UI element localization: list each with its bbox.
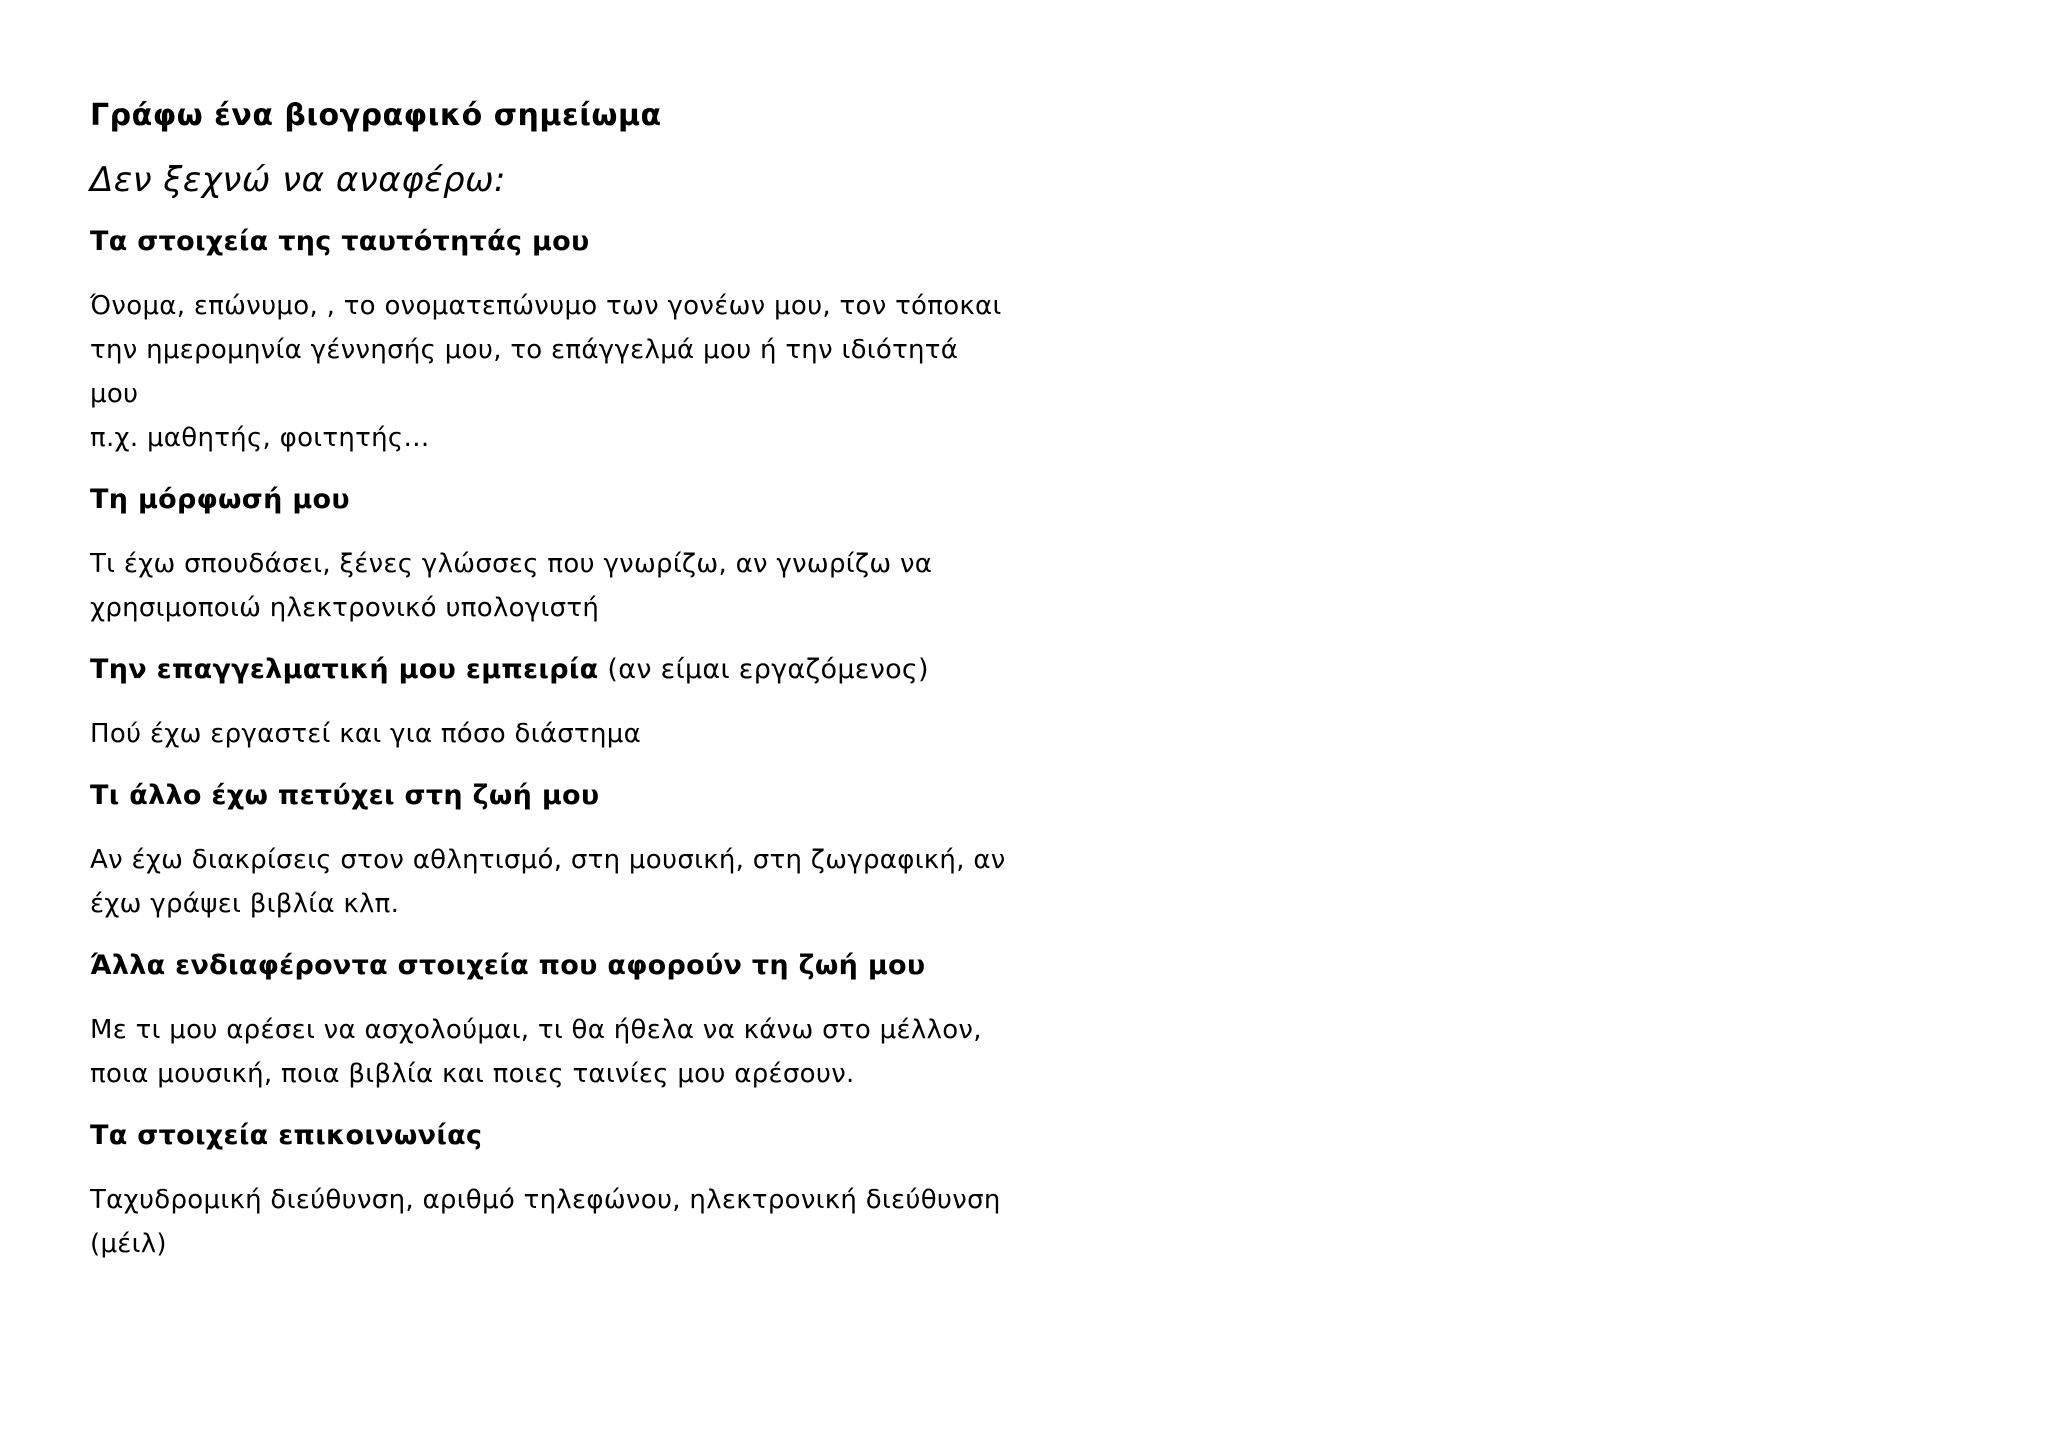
section-heading [90, 650, 1010, 690]
section-heading-note: (αν είμαι εργαζόμενος) [598, 654, 929, 685]
body-line: χρησιμοποιώ ηλεκτρονικό υπολογιστή [90, 593, 600, 623]
section-contact [90, 1116, 1010, 1266]
section-body [90, 838, 1010, 926]
section-body [90, 1008, 1010, 1096]
section-body [90, 284, 1010, 460]
body-line: Με τι μου αρέσει να ασχολούμαι, τι θα ήθελα να κάνω στο μέλλον, [90, 1015, 982, 1045]
section-interests [90, 946, 1010, 1096]
body-line: την ημερομηνία γέννησής μου, το επάγγελμά μου ή την ιδιότητά μου [90, 335, 959, 409]
body-line: (μέιλ) [90, 1229, 167, 1259]
section-heading: Τα στοιχεία επικοινωνίας [90, 1120, 483, 1151]
section-identity [90, 222, 1010, 460]
document-page [90, 96, 1010, 1286]
section-experience [90, 650, 1010, 756]
body-line: Τι έχω σπουδάσει, ξένες γλώσσες που γνωρίζω, αν γνωρίζω να [90, 549, 933, 579]
document-subtitle: Δεν ξεχνώ να αναφέρω: [90, 160, 507, 200]
body-line: Ταχυδρομική διεύθυνση, αριθμό τηλεφώνου, ηλεκτρονική διεύθυνση [90, 1185, 1001, 1215]
section-body [90, 712, 1010, 756]
section-heading-bold: Την επαγγελματική μου εμπειρία [90, 654, 599, 685]
section-achievements [90, 776, 1010, 926]
document-title: Γράφω ένα βιογραφικό σημείωμα [90, 98, 662, 133]
section-body [90, 1178, 1010, 1266]
body-line: Πού έχω εργαστεί και για πόσο διάστημα [90, 719, 642, 749]
section-heading: Άλλα ενδιαφέροντα στοιχεία που αφορούν τη ζωή μου [90, 950, 926, 981]
section-body [90, 542, 1010, 630]
section-education [90, 480, 1010, 630]
body-line: ποια μουσική, ποια βιβλία και ποιες ταινίες μου αρέσουν. [90, 1059, 855, 1089]
body-line: Όνομα, επώνυμο, , το ονοματεπώνυμο των γονέων μου, τον τόποκαι [90, 291, 1002, 321]
body-line: π.χ. μαθητής, φοιτητής… [90, 423, 430, 453]
body-line: Αν έχω διακρίσεις στον αθλητισμό, στη μουσική, στη ζωγραφική, αν [90, 845, 1006, 875]
section-heading: Τη μόρφωσή μου [90, 484, 350, 515]
section-heading: Τα στοιχεία της ταυτότητάς μου [90, 226, 590, 257]
section-heading: Τι άλλο έχω πετύχει στη ζωή μου [90, 780, 600, 811]
body-line: έχω γράψει βιβλία κλπ. [90, 889, 400, 919]
